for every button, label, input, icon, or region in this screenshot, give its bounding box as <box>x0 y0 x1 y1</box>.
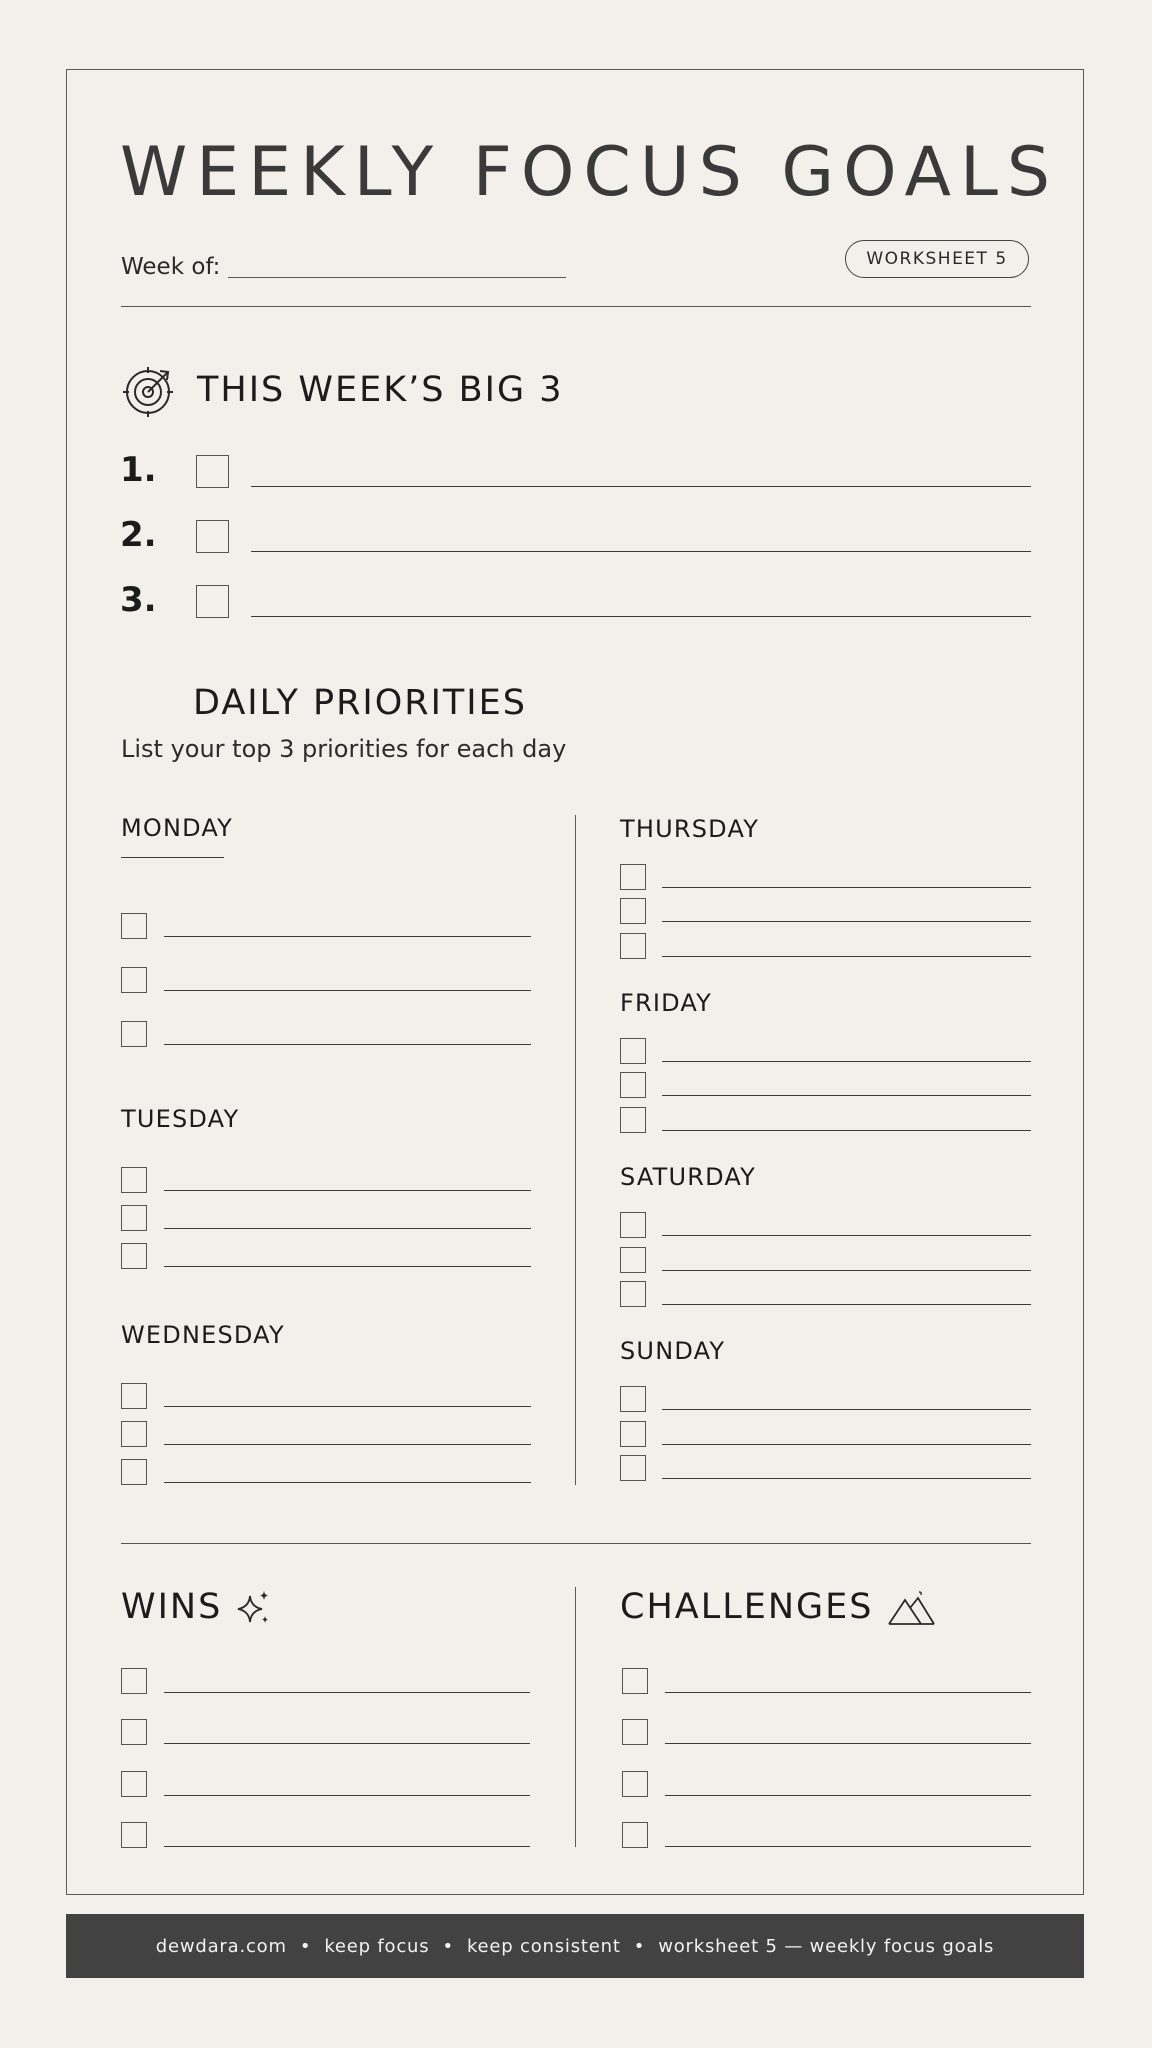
task-line[interactable] <box>662 956 1031 957</box>
big3-number: 1. <box>120 450 157 490</box>
task-line[interactable] <box>164 1266 531 1267</box>
task-checkbox[interactable] <box>121 1167 147 1193</box>
header-divider <box>121 306 1031 307</box>
task-checkbox[interactable] <box>620 1281 646 1307</box>
task-checkbox[interactable] <box>620 898 646 924</box>
task-checkbox[interactable] <box>620 1072 646 1098</box>
footer-bar <box>66 1914 1084 1978</box>
task-line[interactable] <box>662 1235 1031 1236</box>
task-checkbox[interactable] <box>620 1107 646 1133</box>
win-line[interactable] <box>164 1743 530 1744</box>
task-checkbox[interactable] <box>121 967 147 993</box>
daily-column-divider <box>575 815 576 1485</box>
task-checkbox[interactable] <box>121 1243 147 1269</box>
sparkle-icon <box>236 1590 272 1626</box>
task-line[interactable] <box>164 1190 531 1191</box>
task-line[interactable] <box>662 1478 1031 1479</box>
task-line[interactable] <box>164 1228 531 1229</box>
task-checkbox[interactable] <box>121 1205 147 1231</box>
task-checkbox[interactable] <box>620 1247 646 1273</box>
win-checkbox[interactable] <box>121 1822 147 1848</box>
day-heading-wednesday: WEDNESDAY <box>121 1321 285 1349</box>
task-line[interactable] <box>662 1304 1031 1305</box>
challenge-checkbox[interactable] <box>622 1668 648 1694</box>
footer-text: dewdara.com • keep focus • keep consistent • worksheet 5 — weekly focus goals <box>155 1935 995 1957</box>
challenge-line[interactable] <box>665 1692 1031 1693</box>
monday-underline <box>121 857 224 858</box>
big3-checkbox[interactable] <box>196 455 229 488</box>
task-line[interactable] <box>164 1406 531 1407</box>
task-checkbox[interactable] <box>620 933 646 959</box>
wins-title: WINS <box>121 1587 223 1627</box>
challenge-checkbox[interactable] <box>622 1771 648 1797</box>
task-checkbox[interactable] <box>620 1212 646 1238</box>
big3-checkbox[interactable] <box>196 585 229 618</box>
task-line[interactable] <box>662 1130 1031 1131</box>
task-line[interactable] <box>164 1444 531 1445</box>
task-line[interactable] <box>662 1444 1031 1445</box>
big3-entry-line[interactable] <box>251 551 1031 552</box>
task-line[interactable] <box>662 1095 1031 1096</box>
daily-priorities-subtitle: List your top 3 priorities for each day <box>121 735 567 763</box>
task-line[interactable] <box>164 1044 531 1045</box>
challenge-checkbox[interactable] <box>622 1822 648 1848</box>
win-line[interactable] <box>164 1795 530 1796</box>
big3-number: 2. <box>120 515 157 555</box>
challenge-line[interactable] <box>665 1743 1031 1744</box>
task-line[interactable] <box>164 990 531 991</box>
day-heading-tuesday: TUESDAY <box>121 1105 240 1133</box>
task-checkbox[interactable] <box>121 1421 147 1447</box>
task-line[interactable] <box>662 887 1031 888</box>
task-checkbox[interactable] <box>121 1383 147 1409</box>
task-line[interactable] <box>662 1270 1031 1271</box>
task-line[interactable] <box>164 1482 531 1483</box>
mountain-icon <box>888 1592 936 1626</box>
task-line[interactable] <box>164 936 531 937</box>
big3-entry-line[interactable] <box>251 486 1031 487</box>
week-of-field[interactable] <box>228 277 566 278</box>
big3-checkbox[interactable] <box>196 520 229 553</box>
day-heading-monday: MONDAY <box>121 814 234 842</box>
day-heading-friday: FRIDAY <box>620 989 713 1017</box>
challenges-title: CHALLENGES <box>620 1587 874 1627</box>
wins-challenges-divider <box>575 1587 576 1847</box>
win-checkbox[interactable] <box>121 1719 147 1745</box>
task-checkbox[interactable] <box>620 1421 646 1447</box>
target-arrow-icon <box>122 366 174 418</box>
win-line[interactable] <box>164 1692 530 1693</box>
daily-priorities-title: DAILY PRIORITIES <box>193 683 527 723</box>
big3-number: 3. <box>120 580 157 620</box>
task-checkbox[interactable] <box>620 1386 646 1412</box>
challenge-line[interactable] <box>665 1795 1031 1796</box>
win-line[interactable] <box>164 1846 530 1847</box>
day-heading-sunday: SUNDAY <box>620 1337 726 1365</box>
task-checkbox[interactable] <box>121 1021 147 1047</box>
task-checkbox[interactable] <box>620 1455 646 1481</box>
task-checkbox[interactable] <box>620 1038 646 1064</box>
task-line[interactable] <box>662 1409 1031 1410</box>
day-heading-saturday: SATURDAY <box>620 1163 757 1191</box>
task-line[interactable] <box>662 1061 1031 1062</box>
task-checkbox[interactable] <box>121 1459 147 1485</box>
worksheet-badge: WORKSHEET 5 <box>845 240 1029 278</box>
day-heading-thursday: THURSDAY <box>620 815 760 843</box>
page-title: WEEKLY FOCUS GOALS <box>120 133 1060 212</box>
big3-entry-line[interactable] <box>251 616 1031 617</box>
task-checkbox[interactable] <box>620 864 646 890</box>
task-line[interactable] <box>662 921 1031 922</box>
task-checkbox[interactable] <box>121 913 147 939</box>
section-divider <box>121 1543 1031 1544</box>
challenge-checkbox[interactable] <box>622 1719 648 1745</box>
big3-title: THIS WEEK’S BIG 3 <box>197 370 564 410</box>
win-checkbox[interactable] <box>121 1771 147 1797</box>
week-of-label: Week of: <box>121 254 221 280</box>
challenge-line[interactable] <box>665 1846 1031 1847</box>
win-checkbox[interactable] <box>121 1668 147 1694</box>
